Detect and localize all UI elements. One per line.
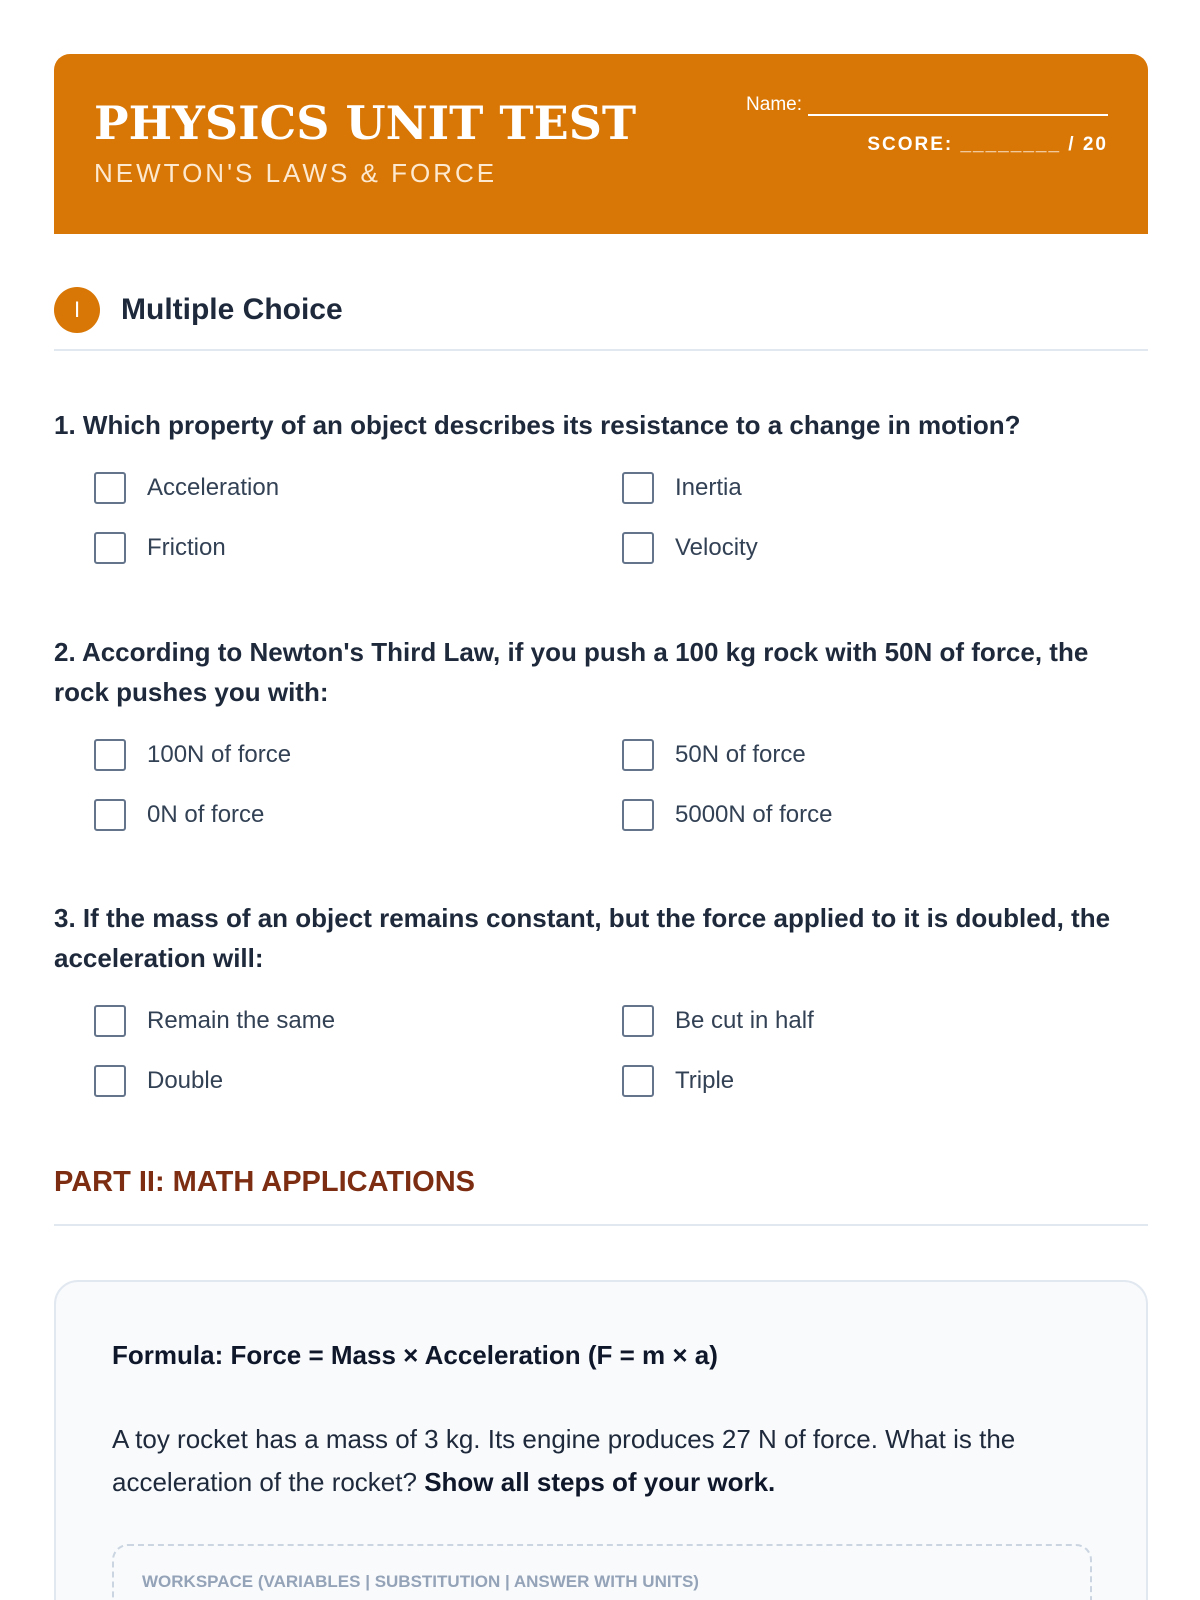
option-q3-b[interactable] bbox=[622, 1005, 814, 1037]
checkbox[interactable] bbox=[622, 472, 654, 504]
checkbox[interactable] bbox=[94, 1065, 126, 1097]
option-q2-b[interactable] bbox=[622, 739, 806, 771]
option-label: Be cut in half bbox=[675, 1007, 814, 1034]
option-q3-a[interactable] bbox=[94, 1005, 335, 1037]
checkbox[interactable] bbox=[94, 1005, 126, 1037]
option-q1-a[interactable] bbox=[94, 472, 279, 504]
option-label: 50N of force bbox=[675, 741, 806, 768]
checkbox[interactable] bbox=[94, 799, 126, 831]
checkbox[interactable] bbox=[94, 532, 126, 564]
test-header bbox=[54, 54, 1148, 234]
option-label: 100N of force bbox=[147, 741, 292, 768]
workspace-label: WORKSPACE (VARIABLES | SUBSTITUTION | ANSWER WITH UNITS) bbox=[142, 1572, 699, 1591]
question-3: 3. If the mass of an object remains constant, but the force applied to it is doubled, the acceleration will: bbox=[54, 903, 1111, 973]
math-problem-card bbox=[54, 1280, 1148, 1600]
checkbox[interactable] bbox=[94, 472, 126, 504]
problem-text bbox=[112, 1418, 1092, 1504]
option-q1-d[interactable] bbox=[622, 532, 758, 564]
formula: Formula: Force = Mass × Acceleration (F = m × a) bbox=[112, 1340, 718, 1370]
option-q1-c[interactable] bbox=[94, 532, 226, 564]
checkbox[interactable] bbox=[94, 739, 126, 771]
part2-title: PART II: MATH APPLICATIONS bbox=[54, 1166, 476, 1198]
checkbox[interactable] bbox=[622, 532, 654, 564]
test-title: PHYSICS UNIT TEST bbox=[94, 96, 637, 150]
option-label: Double bbox=[147, 1067, 224, 1094]
name-label: Name: bbox=[746, 94, 802, 115]
option-label: Acceleration bbox=[147, 474, 280, 501]
problem-emphasis: Show all steps of your work. bbox=[424, 1467, 776, 1497]
checkbox[interactable] bbox=[622, 1005, 654, 1037]
option-label: Velocity bbox=[675, 534, 758, 561]
option-label: Triple bbox=[675, 1067, 735, 1094]
section-title: Multiple Choice bbox=[121, 293, 343, 326]
checkbox[interactable] bbox=[622, 1065, 654, 1097]
workspace-area[interactable] bbox=[112, 1544, 1092, 1600]
option-label: 0N of force bbox=[147, 801, 265, 828]
checkbox[interactable] bbox=[622, 799, 654, 831]
name-blank[interactable] bbox=[808, 96, 1108, 116]
name-field[interactable] bbox=[746, 94, 1108, 116]
option-q2-a[interactable] bbox=[94, 739, 291, 771]
option-label: 5000N of force bbox=[675, 801, 833, 828]
option-label: Remain the same bbox=[147, 1007, 336, 1034]
checkbox[interactable] bbox=[622, 739, 654, 771]
option-label: Friction bbox=[147, 534, 226, 561]
option-q2-d[interactable] bbox=[622, 799, 832, 831]
section-math-header bbox=[54, 1166, 1148, 1226]
test-subtitle: NEWTON'S LAWS & FORCE bbox=[94, 158, 498, 188]
option-q1-b[interactable] bbox=[622, 472, 742, 504]
option-q3-c[interactable] bbox=[94, 1065, 223, 1097]
section-badge: I bbox=[54, 287, 100, 333]
score-field: SCORE: ________ / 20 bbox=[867, 134, 1108, 155]
section-multiple-choice-header bbox=[54, 287, 1148, 351]
option-q2-c[interactable] bbox=[94, 799, 264, 831]
question-2: 2. According to Newton's Third Law, if you push a 100 kg rock with 50N of force, the rock pushes you with: bbox=[54, 637, 1089, 707]
problem-statement: A toy rocket has a mass of 3 kg. Its engine produces 27 N of force. What is the acceleration of the rocket? bbox=[112, 1424, 1016, 1497]
question-1: 1. Which property of an object describes its resistance to a change in motion? bbox=[54, 410, 1021, 440]
option-label: Inertia bbox=[675, 474, 742, 501]
option-q3-d[interactable] bbox=[622, 1065, 734, 1097]
